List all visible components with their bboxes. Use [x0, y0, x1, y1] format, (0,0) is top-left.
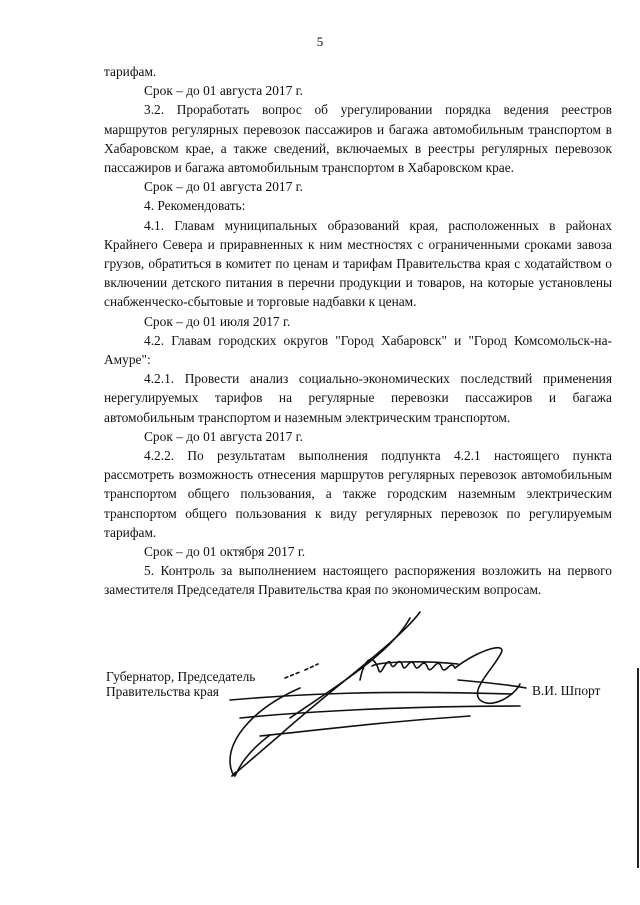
paragraph: Срок – до 01 августа 2017 г.: [144, 428, 303, 444]
paragraph: Срок – до 01 июля 2017 г.: [144, 313, 291, 329]
paragraph: тарифам.: [104, 64, 157, 79]
paragraph: 4.1. Главам муниципальных образований края, расположенных в районах Крайнего Севера и приравненных к ним местностях с ограниченными сроками завоза грузов, обратиться в комитет по ценам и тарифам Правительства края с ходатайством о включении детского питания в перечни продукции и товаров, на которые установлены снабженческо-сбытовые и торговые надбавки к ценам.: [104, 217, 612, 310]
paragraph: Срок – до 01 октября 2017 г.: [144, 544, 306, 560]
signatory-position-line-2: Правительства края: [106, 684, 219, 699]
paragraph: 4.2. Главам городских округов "Город Хабаровск" и "Город Комсомольск-на-Амуре":: [104, 332, 612, 368]
paragraph: 4. Рекомендовать:: [144, 198, 246, 214]
page-number: 5: [316, 34, 324, 49]
paragraph: 3.2. Проработать вопрос об урегулировании порядка ведения реестров маршрутов регулярных перевозок пассажиров и багажа автомобильным транспортом в Хабаровском крае, а также сведений, включаемых в реестры регулярных перевозок пассажиров и багажа автомобильным транспортом в Хабаровском крае.: [104, 102, 612, 176]
paragraph: 4.2.1. Провести анализ социально-экономических последствий применения нерегулируемых тарифов на регулярные перевозки пассажиров и багажа автомобильным транспортом и наземным электрическим транспортом.: [104, 371, 612, 425]
signatory-position-line-1: Губернатор, Председатель: [106, 669, 256, 684]
scan-edge-mark: [636, 668, 640, 868]
paragraph: Срок – до 01 августа 2017 г.: [144, 83, 303, 99]
paragraph: Срок – до 01 августа 2017 г.: [144, 179, 303, 195]
paragraph: 4.2.2. По результатам выполнения подпункта 4.2.1 настоящего пункта рассмотреть возможность отнесения маршрутов регулярных перевозок автомобильным транспортом общего пользования, а также городским наземным электрическим транспортом общего пользования к виду регулярных перевозок по регулируемым тарифам.: [104, 448, 612, 540]
paragraph: 5. Контроль за выполнением настоящего распоряжения возложить на первого заместителя Председателя Правительства края по экономическим вопросам.: [104, 563, 612, 598]
signatory-name: В.И. Шпорт: [532, 683, 601, 698]
